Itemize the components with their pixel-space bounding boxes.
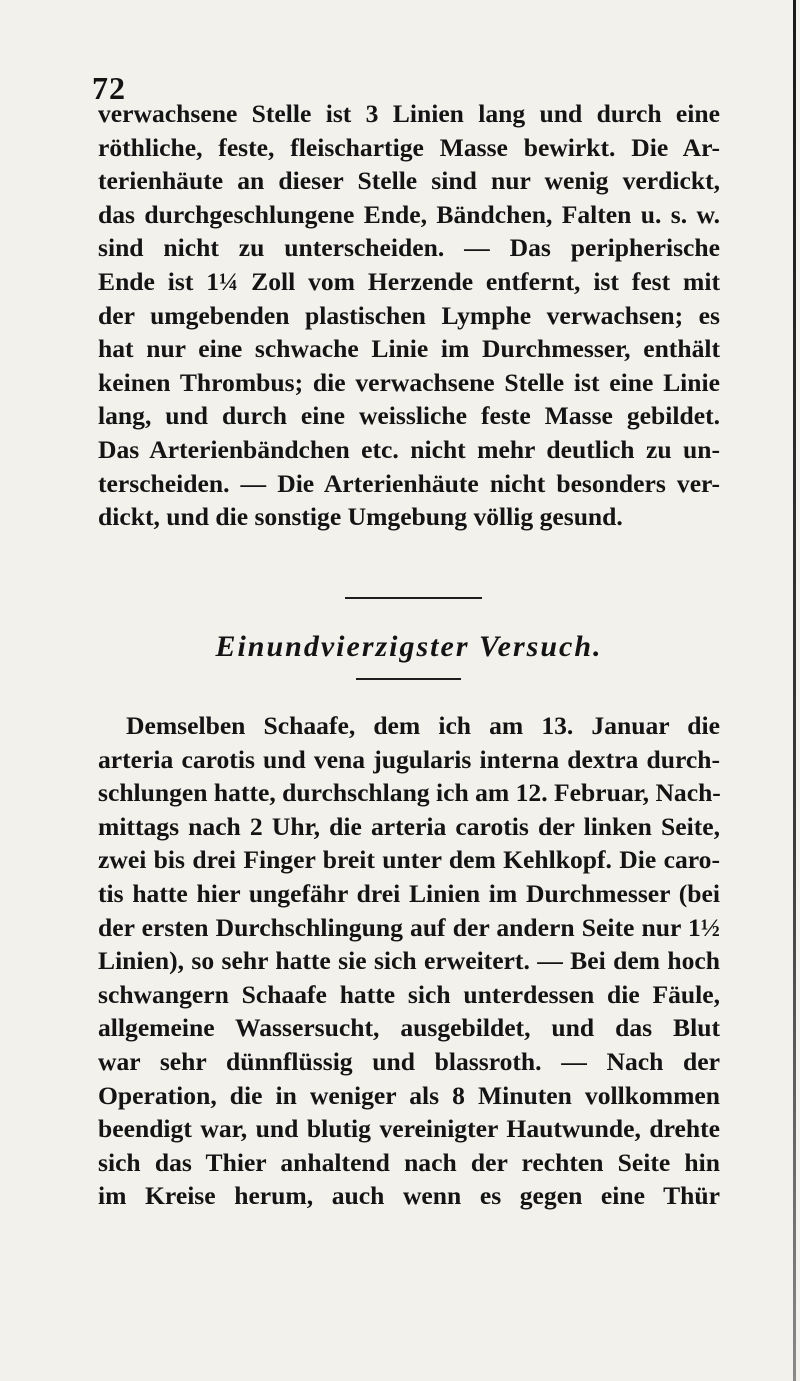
text-line: war sehr dünnflüssig und blassroth. — Nach der: [98, 1046, 720, 1076]
text-line: arteria carotis und vena jugularis interna dextra durch-: [98, 744, 720, 774]
text-line: Das Arterienbändchen etc. nicht mehr deutlich zu un-: [98, 434, 720, 464]
text-line: Linien), so sehr hatte sie sich erweitert. — Bei dem hoch: [98, 946, 720, 976]
text-line: mittags nach 2 Uhr, die arteria carotis der linken Seite,: [98, 811, 720, 841]
text-line: im Kreise herum, auch wenn es gegen eine Thür: [98, 1181, 720, 1211]
text-line: tis hatte hier ungefähr drei Linien im Durchmesser (bei: [98, 878, 720, 908]
paragraph-1: [98, 97, 720, 534]
text-line: sich das Thier anhaltend nach der rechten Seite hin: [98, 1147, 720, 1177]
text-line: röthliche, feste, fleischartige Masse bewirkt. Die Ar-: [98, 132, 720, 162]
text-line: verwachsene Stelle ist 3 Linien lang und durch eine: [98, 99, 720, 128]
text-line: Ende ist 1¼ Zoll vom Herzende entfernt, ist fest mit: [98, 266, 720, 296]
text-line: der ersten Durchschlingung auf der andern Seite nur 1½: [98, 912, 720, 942]
section-rule-bottom: [356, 678, 461, 680]
text-line: keinen Thrombus; die verwachsene Stelle ist eine Linie: [98, 367, 720, 397]
text-line: Operation, die in weniger als 8 Minuten vollkommen: [98, 1080, 720, 1110]
text-line: allgemeine Wassersucht, ausgebildet, und das Blut: [98, 1013, 720, 1043]
text-line: zwei bis drei Finger breit unter dem Kehlkopf. Die caro-: [98, 845, 720, 875]
text-line: lang, und durch eine weissliche feste Masse gebildet.: [98, 401, 720, 431]
text-line: beendigt war, und blutig vereinigter Hautwunde, drehte: [98, 1114, 720, 1144]
text-line: schlungen hatte, durchschlang ich am 12. Februar, Nach-: [98, 778, 721, 808]
section-rule-top: [345, 597, 482, 599]
page-edge-shadow: [793, 0, 796, 1381]
text-line: das durchgeschlungene Ende, Bändchen, Falten u. s. w.: [98, 199, 720, 229]
paragraph-2: [98, 709, 720, 1213]
section-heading: Einundvierzigster Versuch.: [215, 630, 603, 663]
text-line: terienhäute an dieser Stelle sind nur wenig verdickt,: [98, 166, 720, 196]
text-line: schwangern Schaafe hatte sich unterdessen die Fäule,: [98, 979, 720, 1009]
text-line: hat nur eine schwache Linie im Durchmesser, enthält: [98, 334, 720, 364]
text-line: terscheiden. — Die Arterienhäute nicht besonders ver-: [98, 468, 720, 498]
text-line: sind nicht zu unterscheiden. — Das peripherische: [98, 233, 720, 263]
text-line: Demselben Schaafe, dem ich am 13. Januar die: [126, 711, 720, 740]
page-number: 72: [92, 70, 126, 106]
text-line: dickt, und die sonstige Umgebung völlig gesund.: [98, 502, 623, 532]
text-line: der umgebenden plastischen Lymphe verwachsen; es: [98, 300, 720, 330]
